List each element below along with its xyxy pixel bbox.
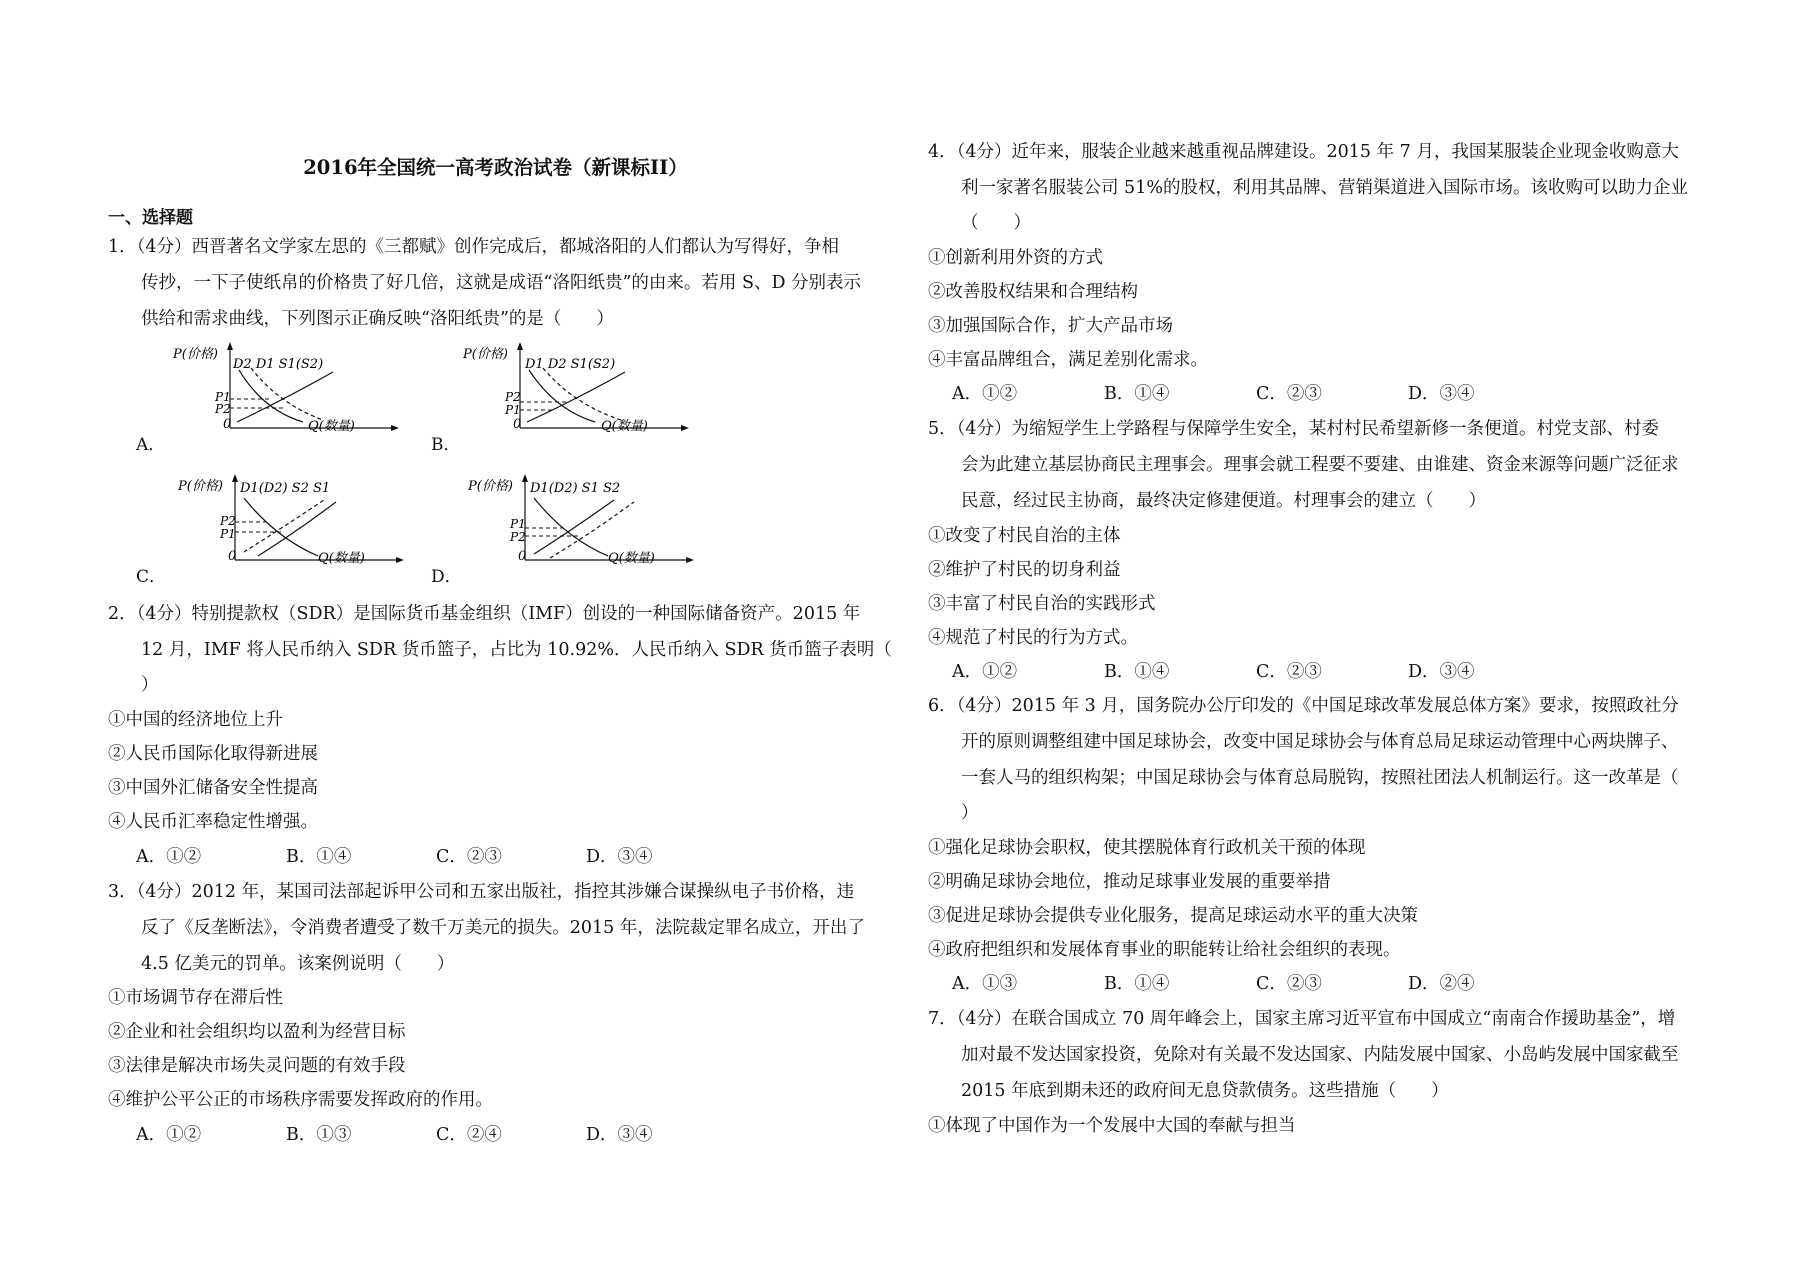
question-7-line-2: 加对最不发达国家投资，免除对有关最不发达国家、内陆发展中国家、小岛屿发展中国家截至: [961, 1045, 1679, 1065]
question-7-line-3: 2015 年底到期未还的政府间无息贷款债务。这些措施（ ）: [961, 1081, 1449, 1101]
axis-q-label: Q(数量): [308, 419, 355, 432]
graph-label-c: C．: [136, 567, 167, 587]
question-4-option-4: ④丰富品牌组合，满足差别化需求。: [928, 350, 1208, 370]
svg-text:D1(D2) S1 S2: D1(D2) S1 S2: [530, 481, 621, 496]
svg-text:P1: P1: [510, 517, 526, 531]
question-7-option-1: ①体现了中国作为一个发展中大国的奉献与担当: [928, 1116, 1296, 1136]
question-5-option-4: ④规范了村民的行为方式。: [928, 628, 1138, 648]
curves-label: D2 D1 S1(S2): [233, 357, 324, 372]
page-title: 2016年全国统一高考政治试卷（新课标II）: [303, 156, 688, 179]
question-6-option-2: ②明确足球协会地位，推动足球事业发展的重要举措: [928, 872, 1331, 892]
graph-label-a: A．: [136, 435, 166, 455]
question-4-option-2: ②改善股权结果和合理结构: [928, 282, 1138, 302]
choice-a: A．①②: [136, 1125, 202, 1145]
question-6-option-1: ①强化足球协会职权，使其摆脱体育行政机关干预的体现: [928, 838, 1366, 858]
question-5-option-2: ②维护了村民的切身利益: [928, 560, 1121, 580]
svg-text:0: 0: [513, 417, 522, 432]
question-6-line-2: 开的原则调整组建中国足球协会，改变中国足球协会与体育总局足球运动管理中心两块牌子、: [961, 732, 1679, 752]
question-4-option-3: ③加强国际合作，扩大产品市场: [928, 316, 1173, 336]
svg-text:Q(数量): Q(数量): [318, 551, 365, 564]
svg-text:0: 0: [228, 549, 237, 564]
choice-c: C．②③: [1256, 384, 1322, 404]
choice-a: A．①②: [136, 847, 202, 867]
svg-text:P(价格): P(价格): [468, 479, 513, 494]
question-4-line-3: （ ）: [961, 213, 1031, 233]
question-3-option-1: ①市场调节存在滞后性: [108, 988, 283, 1008]
question-2-option-2: ②人民币国际化取得新进展: [108, 744, 318, 764]
graph-a: [173, 340, 403, 436]
question-5-line-1: 5．（4分）为缩短学生上学路程与保障学生安全，某村村民希望新修一条便道。村党支部、村委: [928, 419, 1660, 439]
axis-p-label: P(价格): [173, 347, 218, 362]
question-5-line-2: 会为此建立基层协商民主理事会。理事会就工程要不要建、由谁建、资金来源等问题广泛征求: [961, 455, 1679, 475]
question-2-line-3: ）: [141, 675, 159, 695]
svg-text:0: 0: [518, 549, 527, 564]
question-1-line-3: 供给和需求曲线，下列图示正确反映“洛阳纸贵”的是（ ）: [141, 309, 614, 329]
svg-text:P1: P1: [215, 390, 231, 404]
choice-c: C．②④: [436, 1125, 502, 1145]
section-heading: 一、选择题: [108, 208, 193, 228]
question-6-line-4: ）: [961, 803, 979, 823]
question-7-line-1: 7．（4分）在联合国成立 70 周年峰会上，国家主席习近平宣布中国成立“南南合作援助基金”，增: [928, 1009, 1676, 1029]
svg-text:P2: P2: [215, 402, 231, 416]
choice-c: C．②③: [436, 847, 502, 867]
choice-d: D．②④: [1408, 974, 1475, 994]
svg-text:P(价格): P(价格): [178, 479, 223, 494]
question-2-option-1: ①中国的经济地位上升: [108, 710, 283, 730]
question-6-line-1: 6．（4分）2015 年 3 月，国务院办公厅印发的《中国足球改革发展总体方案》要求，按照政社分: [928, 696, 1679, 716]
question-3-line-3: 4.5 亿美元的罚单。该案例说明（ ）: [141, 954, 455, 974]
svg-text:P2: P2: [220, 514, 236, 528]
question-5-line-3: 民意，经过民主协商，最终决定修建便道。村理事会的建立（ ）: [961, 491, 1486, 511]
graph-label-b: B．: [431, 435, 461, 455]
graph-c: [178, 472, 408, 568]
question-3-option-2: ②企业和社会组织均以盈利为经营目标: [108, 1022, 406, 1042]
choice-a: A．①②: [952, 662, 1018, 682]
choice-d: D．③④: [586, 1125, 653, 1145]
svg-text:P2: P2: [510, 530, 526, 544]
question-6-line-3: 一套人马的组织构架；中国足球协会与体育总局脱钩，按照社团法人机制运行。这一改革是（: [961, 768, 1679, 788]
choice-b: B．①④: [1104, 662, 1170, 682]
question-3-option-4: ④维护公平公正的市场秩序需要发挥政府的作用。: [108, 1090, 493, 1110]
question-3-line-2: 反了《反垄断法》，令消费者遭受了数千万美元的损失。2015 年，法院裁定罪名成立，开出了: [141, 918, 865, 938]
svg-text:0: 0: [223, 417, 232, 432]
question-3-line-1: 3．（4分）2012 年，某国司法部起诉甲公司和五家出版社，指控其涉嫌合谋操纵电子书价格，违: [108, 882, 855, 902]
choice-d: D．③④: [1408, 384, 1475, 404]
question-6-option-4: ④政府把组织和发展体育事业的职能转让给社会组织的表现。: [928, 940, 1401, 960]
question-6-option-3: ③促进足球协会提供专业化服务，提高足球运动水平的重大决策: [928, 906, 1418, 926]
question-1-line-2: 传抄，一下子使纸帛的价格贵了好几倍，这就是成语“洛阳纸贵”的由来。若用 S、D 分别表示: [141, 273, 862, 293]
graph-label-d: D．: [431, 567, 462, 587]
graph-d: [468, 472, 698, 568]
question-3-option-3: ③法律是解决市场失灵问题的有效手段: [108, 1056, 406, 1076]
question-2-option-3: ③中国外汇储备安全性提高: [108, 778, 318, 798]
question-2-line-2: 12 月，IMF 将人民币纳入 SDR 货币篮子，占比为 10.92%．人民币纳入 SDR 货币篮子表明（: [141, 640, 892, 660]
choice-c: C．②③: [1256, 662, 1322, 682]
choice-b: B．①④: [1104, 384, 1170, 404]
choice-d: D．③④: [586, 847, 653, 867]
choice-b: B．①④: [286, 847, 352, 867]
choice-a: A．①②: [952, 384, 1018, 404]
svg-text:D1(D2) S2 S1: D1(D2) S2 S1: [240, 481, 331, 496]
svg-text:Q(数量): Q(数量): [601, 419, 648, 432]
choice-d: D．③④: [1408, 662, 1475, 682]
question-5-option-3: ③丰富了村民自治的实践形式: [928, 594, 1156, 614]
question-5-option-1: ①改变了村民自治的主体: [928, 526, 1121, 546]
question-2-option-4: ④人民币汇率稳定性增强。: [108, 812, 318, 832]
svg-text:P2: P2: [505, 390, 521, 404]
question-4-line-2: 利一家著名服装公司 51%的股权，利用其品牌、营销渠道进入国际市场。该收购可以助力企业: [961, 178, 1688, 198]
svg-text:D1 D2 S1(S2): D1 D2 S1(S2): [525, 357, 616, 372]
graph-b: [463, 340, 693, 436]
question-2-line-1: 2．（4分）特别提款权（SDR）是国际货币基金组织（IMF）创设的一种国际储备资产。2015 年: [108, 604, 861, 624]
question-4-option-1: ①创新利用外资的方式: [928, 248, 1103, 268]
svg-text:P(价格): P(价格): [463, 347, 508, 362]
choice-b: B．①③: [286, 1125, 352, 1145]
choice-b: B．①④: [1104, 974, 1170, 994]
svg-text:P1: P1: [505, 403, 521, 417]
choice-a: A．①③: [952, 974, 1018, 994]
choice-c: C．②③: [1256, 974, 1322, 994]
svg-text:Q(数量): Q(数量): [608, 551, 655, 564]
svg-text:P1: P1: [220, 527, 236, 541]
question-4-line-1: 4．（4分）近年来，服装企业越来越重视品牌建设。2015 年 7 月，我国某服装企业现金收购意大: [928, 142, 1679, 162]
question-1-line-1: 1．（4分）西晋著名文学家左思的《三都赋》创作完成后，都城洛阳的人们都认为写得好，争相: [108, 237, 840, 257]
